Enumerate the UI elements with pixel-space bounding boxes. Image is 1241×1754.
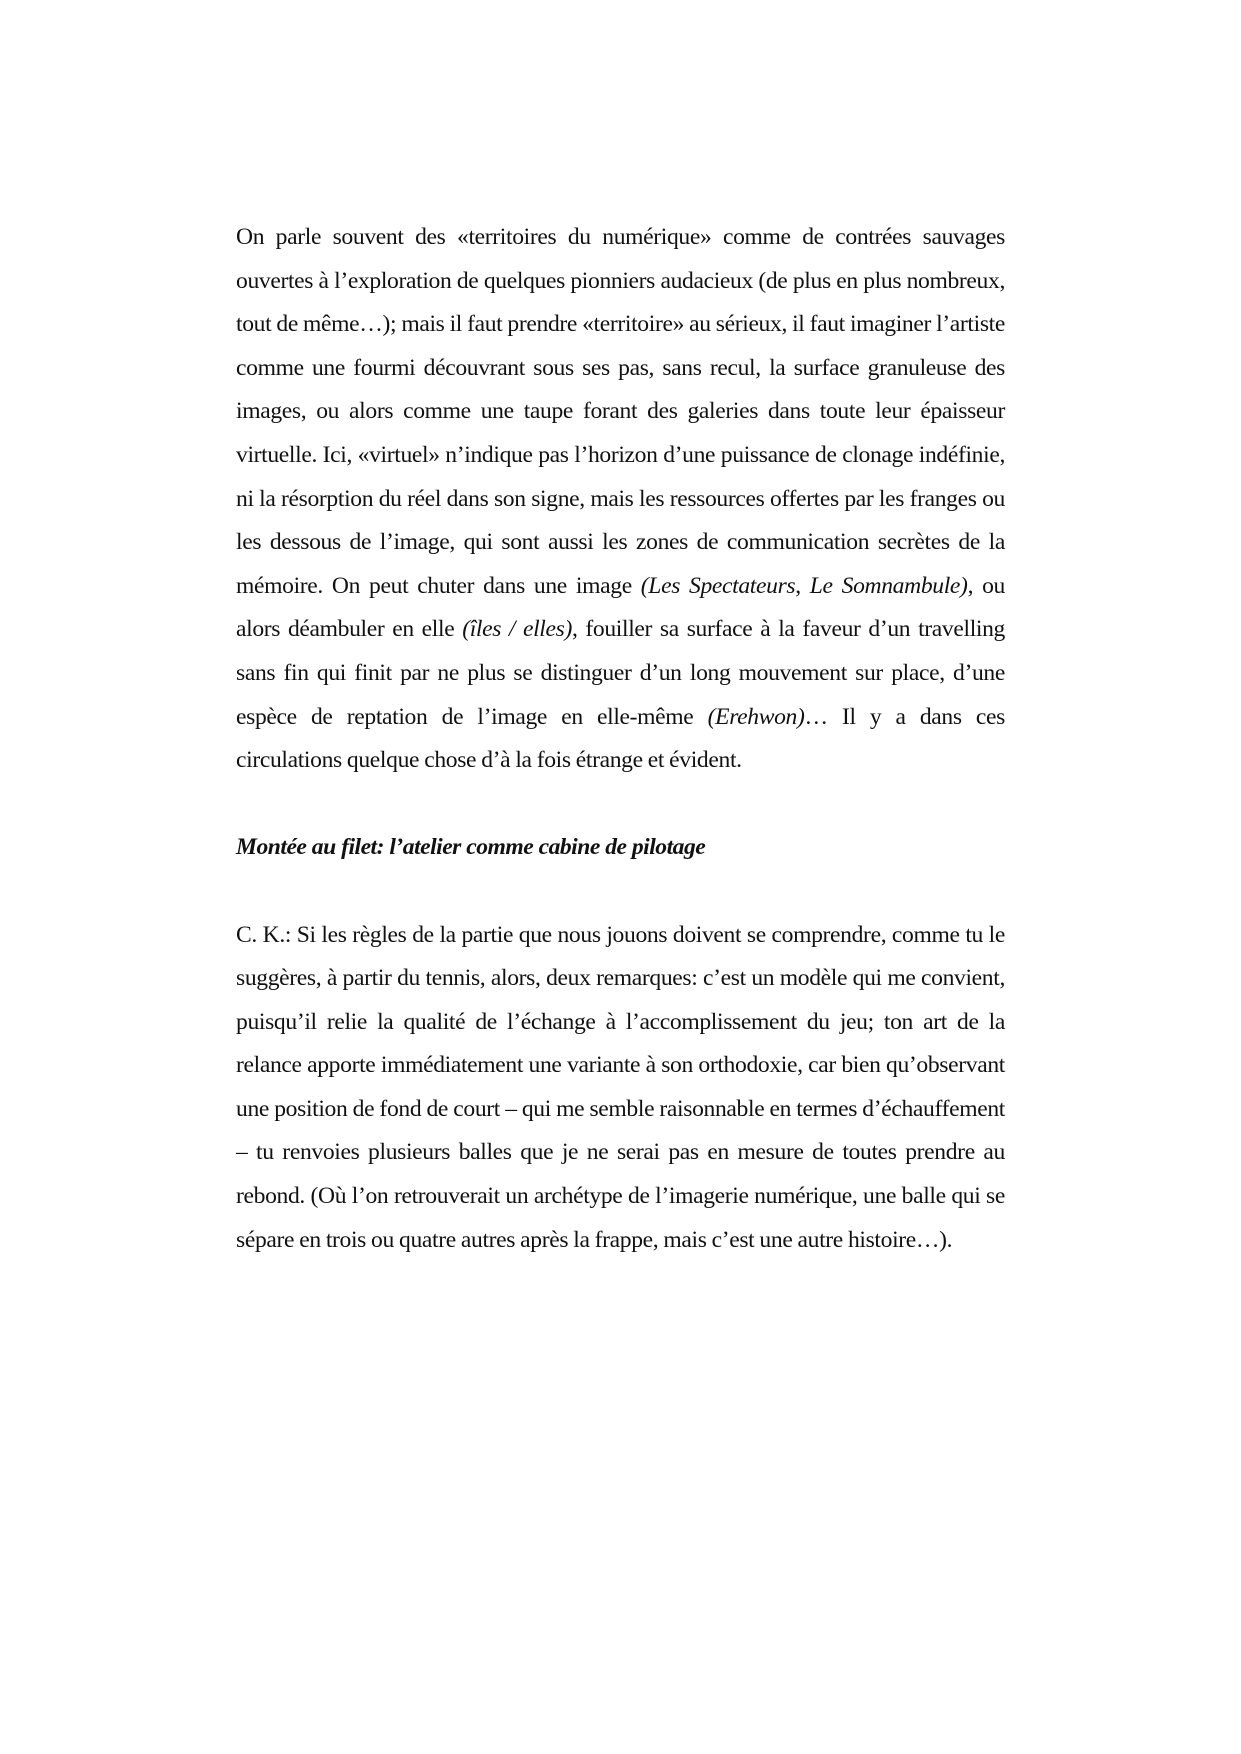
- work-title-les-spectateurs: (Les Spectateurs: [640, 572, 796, 599]
- work-title-iles-elles: (îles / elles): [462, 616, 572, 643]
- section-heading: Montée au filet: l’atelier comme cabine de pilotage: [236, 834, 706, 861]
- paragraph-text: , fouiller sa surface à la faveur d’un travelling sans fin qui finit par ne plus se distinguer d’un long mouvement sur place, d’une espèce de reptation de l’image en elle-même: [236, 616, 1006, 730]
- paragraph-dialogue: C. K.: Si les règles de la partie que nous jouons doivent se comprendre, comme tu le suggères, à partir du tennis, alors, deux remarques: c’est un modèle qui me convient, puisqu’il relie la qualité de l’échange à l’accomplissement du jeu; ton art de la relance apporte immédiatement une variante à son orthodoxie, car bien qu’observant une position de fond de court – qui me semble raisonnable en termes d’échauffement – tu renvoies plusieurs balles que je ne serai pas en mesure de toutes prendre au rebond. (Où l’on retrouverait un archétype de l’imagerie numérique, une balle qui se sépare en trois ou quatre autres après la frappe, mais c’est une autre histoire…).: [236, 921, 1005, 1253]
- paragraph-text: On parle souvent des «territoires du numérique» comme de contrées sauvages ouvertes à l’exploration de quelques pionniers audacieux (de plus en plus nombreux, tout de même…); mais il faut prendre «territoire» au sérieux, il faut imaginer l’artiste comme une fourmi découvrant sous ses pas, sans recul, la surface granuleuse des images, ou alors comme une taupe forant des galeries dans toute leur épaisseur virtuelle. Ici, «virtuel» n’indique pas l’horizon d’une puissance de clonage indéfinie, ni la résorption du réel dans son signe, mais les ressources offertes par les franges ou les dessous de l’image, qui sont aussi les zones de communication secrètes de la mémoire. On peut chuter dans une image: [236, 224, 1005, 599]
- spacer: [236, 783, 1005, 827]
- work-title-erehwon: (Erehwon): [707, 703, 805, 730]
- paragraph-text: , ou alors déambuler en elle: [236, 572, 1005, 643]
- paragraph-intro: [236, 216, 1005, 783]
- paragraph-text: … Il y a dans ces circulations quelque chose d’à la fois étrange et évident.: [236, 703, 1005, 774]
- document-page: [236, 216, 1005, 1262]
- work-title-le-somnambule: Le Somnambule): [809, 572, 968, 599]
- spacer: [236, 870, 1005, 914]
- paragraph-text: ,: [795, 572, 810, 599]
